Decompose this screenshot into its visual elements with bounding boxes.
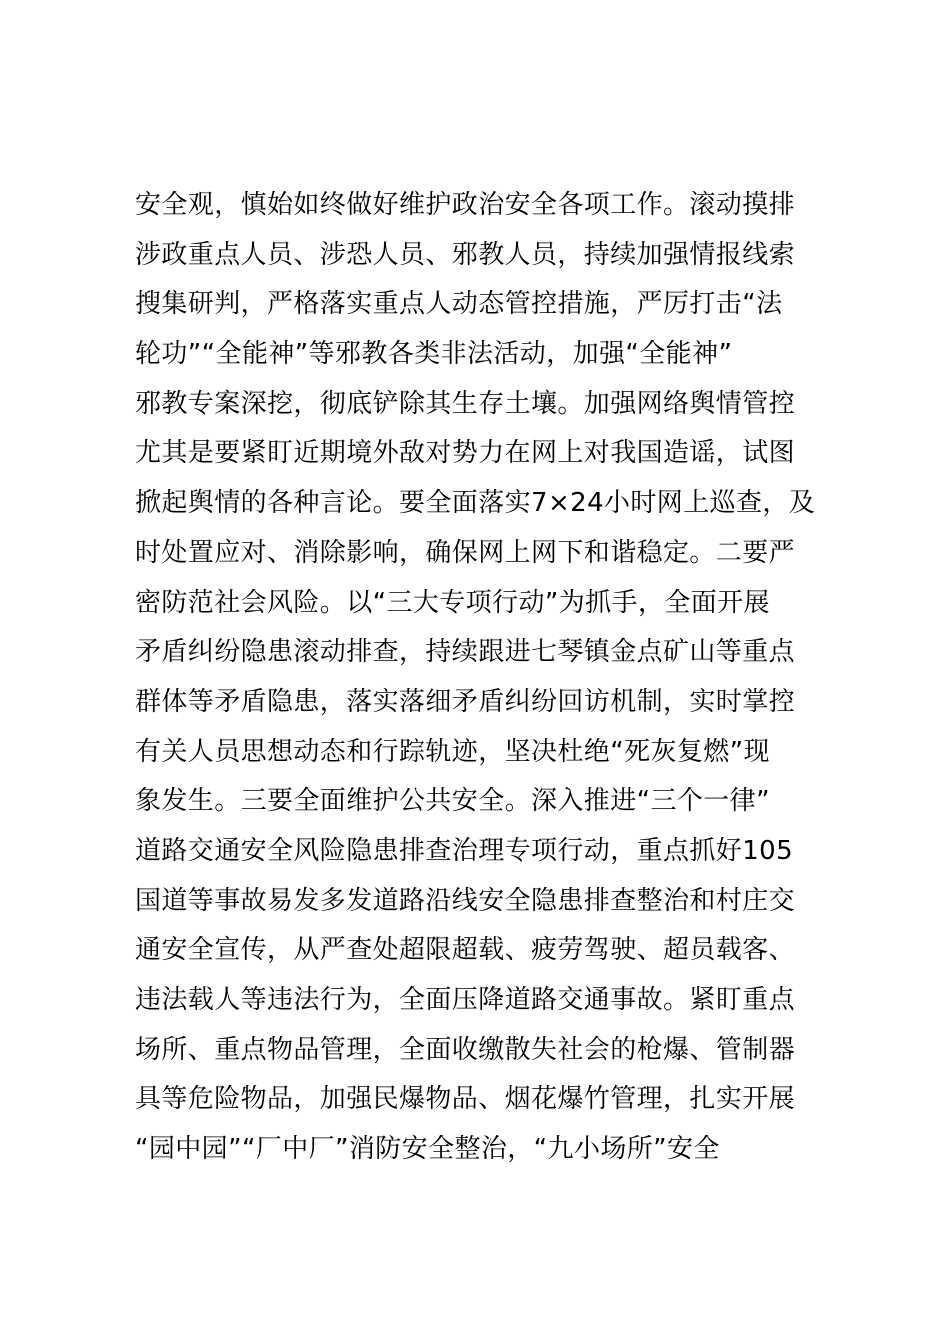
text-line: 搜集研判，严格落实重点人动态管控措施，严厉打击“法 — [135, 289, 783, 320]
text-line: 涉政重点人员、涉恐人员、邪教人员，持续加强情报线索 — [135, 239, 796, 270]
text-line: 场所、重点物品管理，全面收缴散失社会的枪爆、管制器 — [135, 1034, 796, 1065]
text-line: 尤其是要紧盯近期境外敌对势力在网上对我国造谣，试图 — [135, 438, 796, 469]
text-line: “园中园”“厂中厂”消防安全整治，“九小场所”安全 — [135, 1134, 720, 1165]
body-text — [135, 181, 855, 1175]
text-line: 掀起舆情的各种言论。要全面落实7×24小时网上巡查，及 — [135, 488, 816, 519]
text-line: 轮功”“全能神”等邪教各类非法活动，加强“全能神” — [135, 339, 733, 370]
text-line: 违法载人等违法行为，全面压降道路交通事故。紧盯重点 — [135, 985, 796, 1015]
text-line: 群体等矛盾隐患，落实落细矛盾纠纷回访机制，实时掌控 — [135, 686, 796, 717]
text-line: 通安全宣传，从严查处超限超载、疲劳驾驶、超员载客、 — [135, 935, 796, 966]
text-line: 邪教专案深挖，彻底铲除其生存土壤。加强网络舆情管控 — [135, 388, 796, 419]
text-line: 国道等事故易发多发道路沿线安全隐患排查整治和村庄交 — [135, 885, 796, 916]
text-line: 矛盾纠纷隐患滚动排查，持续跟进七琴镇金点矿山等重点 — [135, 637, 796, 668]
text-line: 具等危险物品，加强民爆物品、烟花爆竹管理，扎实开展 — [135, 1084, 796, 1115]
text-line: 密防范社会风险。以“三大专项行动”为抓手，全面开展 — [135, 587, 770, 618]
text-line: 象发生。三要全面维护公共安全。深入推进“三个一律” — [135, 786, 770, 817]
text-line: 道路交通安全风险隐患排查治理专项行动，重点抓好105 — [135, 835, 794, 866]
text-line: 安全观，慎始如终做好维护政治安全各项工作。滚动摸排 — [135, 190, 796, 220]
text-line: 时处置应对、消除影响，确保网上网下和谐稳定。二要严 — [135, 537, 796, 568]
text-line: 有关人员思想动态和行踪轨迹，坚决杜绝“死灰复燃”现 — [135, 736, 770, 767]
